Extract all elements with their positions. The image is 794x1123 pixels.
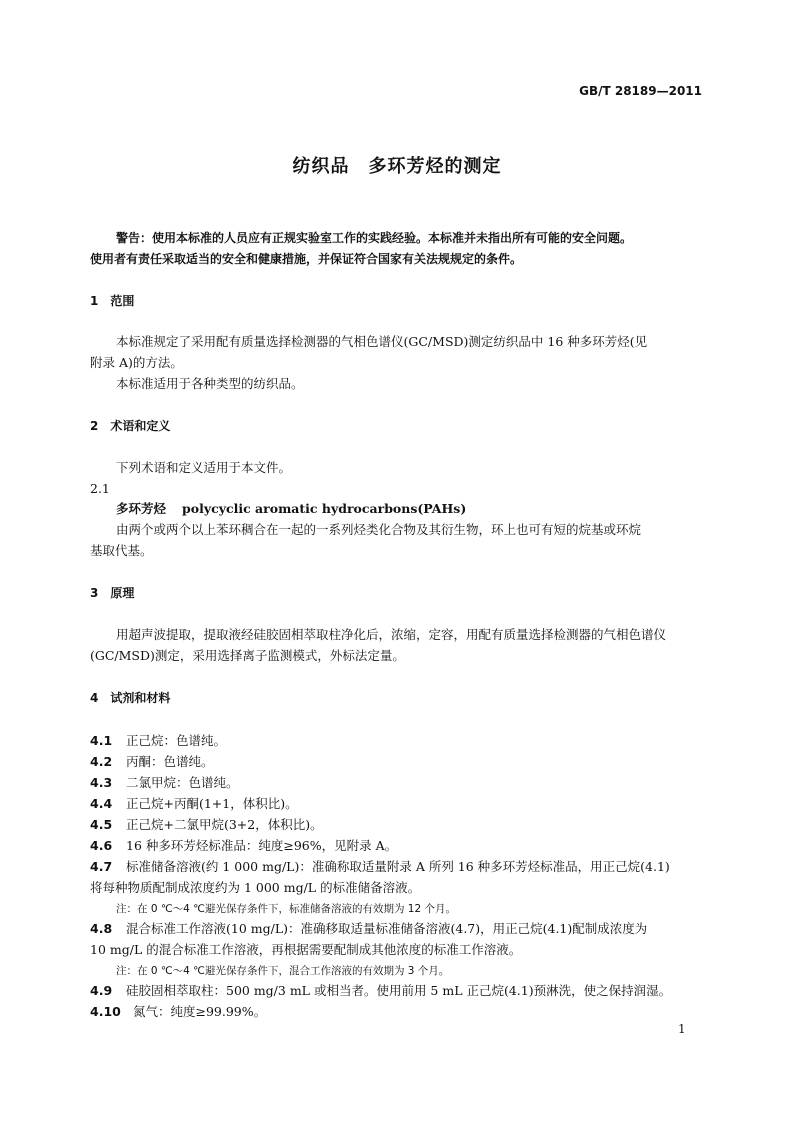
item-number: 4.2 <box>90 754 113 769</box>
item-number: 4.5 <box>90 817 113 832</box>
term-definition-line-2: 基取代基。 <box>90 543 153 558</box>
item-number: 4.8 <box>90 921 113 936</box>
document-title: 纺织品 多环芳烃的测定 <box>292 156 502 177</box>
list-item-4-3 <box>90 774 239 792</box>
item-number: 4.9 <box>90 983 113 998</box>
list-item-4-8-line-2: 10 mg/L 的混合标准工作溶液，再根据需要配制成其他浓度的标准工作溶液。 <box>90 942 522 957</box>
item-text: 硅胶固相萃取柱：500 mg/3 mL 或相当者。使用前用 5 mL 正己烷(4.1)预淋洗，使之保持润湿。 <box>126 983 672 998</box>
clause-2-1-number: 2.1 <box>90 481 110 496</box>
term-chinese: 多环芳烃 <box>116 501 167 516</box>
page-number: 1 <box>678 1022 686 1036</box>
item-text: 氮气：纯度≥99.99%。 <box>133 1004 267 1019</box>
list-item-4-6 <box>90 837 397 855</box>
item-text: 正己烷：色谱纯。 <box>126 733 227 748</box>
section-3-para-line-2: (GC/MSD)测定，采用选择离子监测模式，外标法定量。 <box>90 648 405 663</box>
section-2-para-1: 下列术语和定义适用于本文件。 <box>116 460 292 475</box>
item-text: 丙酮：色谱纯。 <box>126 754 214 769</box>
section-1-para-1-line-1: 本标准规定了采用配有质量选择检测器的气相色谱仪(GC/MSD)测定纺织品中 16 种多环芳烃(见 <box>116 334 648 349</box>
term-english: polycyclic aromatic hydrocarbons(PAHs) <box>182 501 467 516</box>
section-1-para-1-line-2: 附录 A)的方法。 <box>90 355 183 370</box>
item-number: 4.1 <box>90 733 113 748</box>
list-item-4-1 <box>90 732 226 750</box>
item-number: 4.7 <box>90 859 113 874</box>
section-4-heading: 4 试剂和材料 <box>90 691 171 705</box>
list-item-4-4 <box>90 795 298 813</box>
section-3-heading: 3 原理 <box>90 586 135 600</box>
list-item-4-7 <box>90 858 670 876</box>
list-item-4-10 <box>90 1003 266 1021</box>
term-definition-line-1: 由两个或两个以上苯环稠合在一起的一系列烃类化合物及其衍生物，环上也可有短的烷基或环烷 <box>116 522 642 537</box>
section-2-heading: 2 术语和定义 <box>90 419 171 433</box>
item-number: 4.4 <box>90 796 113 811</box>
item-text: 正己烷+丙酮(1+1，体积比)。 <box>126 796 298 811</box>
list-item-4-9 <box>90 982 671 1000</box>
standard-number: GB/T 28189—2011 <box>579 84 702 98</box>
note-4-8: 注：在 0 ℃～4 ℃避光保存条件下，混合工作溶液的有效期为 3 个月。 <box>116 965 450 977</box>
item-text: 正己烷+二氯甲烷(3+2，体积比)。 <box>126 817 323 832</box>
item-text: 标准储备溶液(约 1 000 mg/L)：准确称取适量附录 A 所列 16 种多环芳烃标准品，用正己烷(4.1) <box>126 859 670 874</box>
section-1-para-2: 本标准适用于各种类型的纺织品。 <box>116 376 304 391</box>
list-item-4-5 <box>90 816 323 834</box>
list-item-4-2 <box>90 753 214 771</box>
item-number: 4.3 <box>90 775 113 790</box>
item-text: 16 种多环芳烃标准品：纯度≥96%，见附录 A。 <box>126 838 398 853</box>
list-item-4-8 <box>90 920 647 938</box>
note-4-7: 注：在 0 ℃～4 ℃避光保存条件下，标准储备溶液的有效期为 12 个月。 <box>116 903 456 915</box>
warning-line-1: 警告：使用本标准的人员应有正规实验室工作的实践经验。本标准并未指出所有可能的安全问题。 <box>116 231 633 245</box>
item-number: 4.6 <box>90 838 113 853</box>
list-item-4-7-line-2: 将每种物质配制成浓度约为 1 000 mg/L 的标准储备溶液。 <box>90 880 421 895</box>
section-1-heading: 1 范围 <box>90 294 135 308</box>
item-number: 4.10 <box>90 1004 121 1019</box>
term-entry <box>116 500 466 518</box>
section-3-para-line-1: 用超声波提取，提取液经硅胶固相萃取柱净化后，浓缩，定容，用配有质量选择检测器的气相色谱仪 <box>116 627 667 642</box>
item-text: 混合标准工作溶液(10 mg/L)：准确移取适量标准储备溶液(4.7)，用正己烷(4.1)配制成浓度为 <box>126 921 648 936</box>
warning-line-2: 使用者有责任采取适当的安全和健康措施，并保证符合国家有关法规规定的条件。 <box>90 252 523 266</box>
item-text: 二氯甲烷：色谱纯。 <box>126 775 239 790</box>
